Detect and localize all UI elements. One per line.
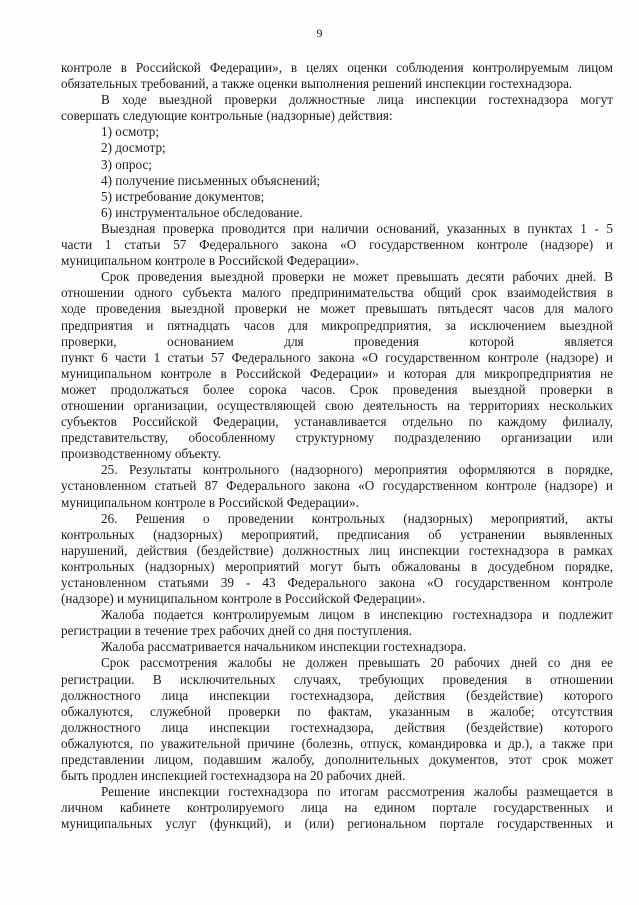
- text-line: Жалоба рассматривается начальником инспекции гостехнадзора.: [101, 639, 467, 655]
- text-line: обжалуются, по уважительной причине (болезнь, отпуск, командировка и др.), а также при: [61, 735, 613, 751]
- text-line: пункт 6 части 1 статьи 57 Федерального закона «О государственном контроле (надзоре) и: [61, 349, 613, 365]
- text-line: быть продлен инспекцией гостехнадзора на 20 рабочих дней.: [61, 768, 406, 784]
- text-line: Жалоба подается контролируемым лицом в инспекцию гостехнадзора и подлежит: [101, 607, 613, 623]
- text-line: установленном статьей 87 Федерального закона «О государственном контроле (надзоре) и: [61, 478, 613, 494]
- text-line: 4) получение письменных объяснений;: [101, 172, 321, 188]
- document-body: [61, 60, 613, 833]
- text-line: муниципальных услуг (функций), и (или) региональном портале государственных и: [61, 816, 613, 832]
- text-line: отношении организации, осуществляющей свою деятельность на территориях нескольких: [61, 397, 613, 413]
- text-line: регистрации. В исключительных случаях, требующих проведения в отношении: [61, 671, 613, 687]
- text-line: совершать следующие контрольные (надзорные) действия:: [61, 108, 393, 124]
- text-line: контроле в Российской Федерации», в целях оценки соблюдения контролируемым лицом: [61, 60, 613, 75]
- text-line: 3) опрос;: [101, 156, 152, 172]
- text-line: проверки, основанием для проведения которой является: [61, 333, 613, 349]
- text-line: обязательных требований, а также оценки выполнения решений инспекции гостехнадзора.: [61, 76, 573, 92]
- text-line: ходе проведения выездной проверки не может превышать пятьдесят часов для малого: [61, 301, 613, 317]
- text-line: регистрации в течение трех рабочих дней со дня поступления.: [61, 623, 413, 639]
- text-line: контрольных (надзорных) мероприятий могут быть обжалованы в досудебном порядке,: [61, 558, 613, 574]
- text-line: В ходе выездной проверки должностные лица инспекции гостехнадзора могут: [101, 92, 613, 108]
- text-line: муниципальном контроле в Российской Федерации».: [61, 494, 359, 510]
- text-line: предприятия и пятнадцать часов для микропредприятия, за исключением выездной: [61, 317, 613, 333]
- text-line: представлении лицом, подавшим жалобу, дополнительных документов, этот срок может: [61, 752, 613, 768]
- text-line: обжалуются, служебной проверки по фактам, указанным в жалобе; отсутствия: [61, 703, 613, 719]
- text-line: личном кабинете контролируемого лица на едином портале государственных и: [61, 800, 613, 816]
- text-line: Срок проведения выездной проверки не может превышать десяти рабочих дней. В: [101, 269, 613, 285]
- text-line: муниципальном контроле в Российской Федерации».: [61, 253, 359, 269]
- text-line: должностного лица инспекции гостехнадзора, действия (бездействие) которого: [61, 687, 613, 703]
- text-line: может продолжаться более сорока часов. Срок проведения выездной проверки в: [61, 381, 613, 397]
- text-line: 1) осмотр;: [101, 124, 160, 140]
- text-line: представительству, обособленному структурному подразделению организации или: [61, 430, 613, 446]
- text-line: субъектов Российской Федерации, устанавливается отдельно по каждому филиалу,: [61, 414, 613, 430]
- text-line: отношении одного субъекта малого предпринимательства общий срок взаимодействия в: [61, 285, 613, 301]
- text-line: контрольных (надзорных) мероприятий, предписания об устранении выявленных: [61, 526, 613, 542]
- text-line: Выездная проверка проводится при наличии оснований, указанных в пунктах 1 - 5: [101, 220, 613, 236]
- text-line: муниципальном контроле в Российской Федерации» и которая для микропредприятия не: [61, 365, 613, 381]
- text-line: 26. Решения о проведении контрольных (надзорных) мероприятий, акты: [101, 510, 613, 526]
- text-line: установленном статьями 39 - 43 Федерального закона «О государственном контроле: [61, 575, 613, 590]
- text-line: нарушений, действия (бездействие) должностных лиц инспекции гостехнадзора в рамках: [61, 542, 613, 558]
- text-line: производственному объекту.: [61, 446, 221, 462]
- text-line: части 1 статьи 57 Федерального закона «О государственном контроле (надзоре) и: [61, 237, 613, 253]
- text-line: Срок рассмотрения жалобы не должен превышать 20 рабочих дней со дня ее: [101, 655, 613, 671]
- text-line: 2) досмотр;: [101, 140, 166, 156]
- text-line: 25. Результаты контрольного (надзорного) мероприятия оформляются в порядке,: [101, 462, 613, 478]
- page-number: 9: [316, 26, 323, 40]
- text-line: 5) истребование документов;: [101, 188, 265, 204]
- text-line: (надзоре) и муниципальном контроле в Российской Федерации».: [61, 591, 426, 607]
- text-line: 6) инструментальное обследование.: [101, 204, 303, 220]
- text-line: Решение инспекции гостехнадзора по итогам рассмотрения жалобы размещается в: [101, 784, 613, 800]
- text-line: должностного лица инспекции гостехнадзора, действия (бездействие) которого: [61, 719, 613, 735]
